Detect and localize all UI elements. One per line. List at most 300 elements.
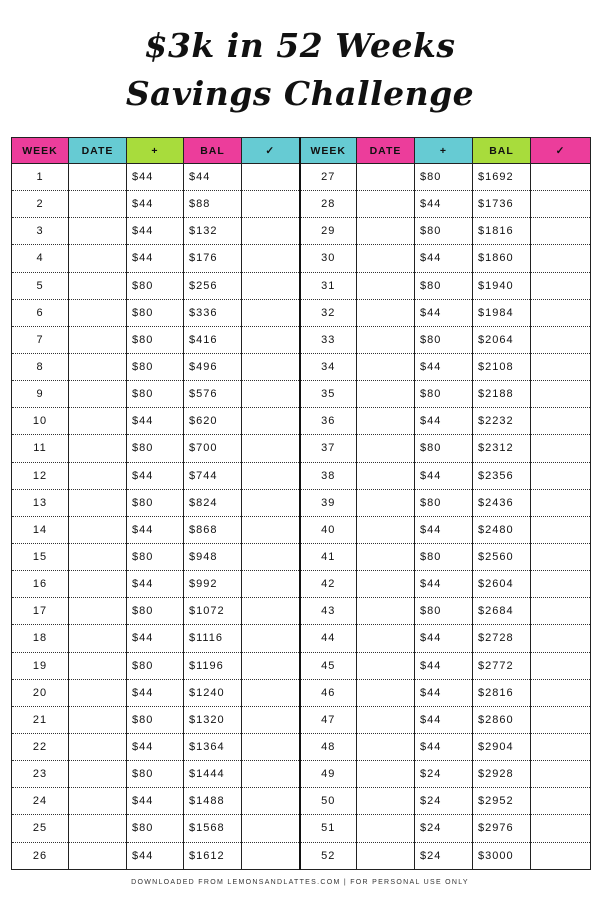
balance-cell: $2860 [473,706,531,733]
date-cell[interactable] [69,625,127,652]
amount-cell: $44 [415,516,473,543]
balance-cell: $3000 [473,842,531,869]
date-cell[interactable] [357,679,415,706]
check-cell[interactable] [531,625,591,652]
amount-cell: $44 [415,706,473,733]
amount-cell: $80 [415,435,473,462]
check-cell[interactable] [531,245,591,272]
date-cell[interactable] [69,788,127,815]
table-row [12,571,591,598]
week-cell: 5 [12,272,69,299]
date-cell[interactable] [357,625,415,652]
amount-cell: $80 [415,272,473,299]
check-cell[interactable] [242,381,300,408]
check-cell[interactable] [242,679,300,706]
header-plus: + [127,138,184,164]
week-cell: 29 [300,218,357,245]
check-cell[interactable] [242,598,300,625]
balance-cell: $744 [184,462,242,489]
table-body [12,164,591,870]
date-cell[interactable] [357,815,415,842]
amount-cell: $44 [127,679,184,706]
amount-cell: $80 [127,598,184,625]
check-cell[interactable] [531,842,591,869]
date-cell[interactable] [357,543,415,570]
date-cell[interactable] [357,245,415,272]
balance-cell: $1116 [184,625,242,652]
amount-cell: $24 [415,788,473,815]
week-cell: 18 [12,625,69,652]
header-check: ✓ [531,138,591,164]
balance-cell: $2684 [473,598,531,625]
date-cell[interactable] [69,272,127,299]
week-cell: 27 [300,164,357,191]
date-cell[interactable] [69,164,127,191]
amount-cell: $80 [415,598,473,625]
date-cell[interactable] [69,761,127,788]
week-cell: 35 [300,381,357,408]
balance-cell: $1488 [184,788,242,815]
week-cell: 30 [300,245,357,272]
balance-cell: $620 [184,408,242,435]
check-cell[interactable] [531,299,591,326]
balance-cell: $1072 [184,598,242,625]
amount-cell: $44 [127,408,184,435]
table-row [12,598,591,625]
week-cell: 51 [300,815,357,842]
check-cell[interactable] [242,815,300,842]
week-cell: 31 [300,272,357,299]
check-cell[interactable] [531,326,591,353]
amount-cell: $44 [127,571,184,598]
week-cell: 17 [12,598,69,625]
balance-cell: $2976 [473,815,531,842]
date-cell[interactable] [357,842,415,869]
amount-cell: $44 [415,679,473,706]
check-cell[interactable] [531,408,591,435]
header-week: WEEK [300,138,357,164]
header-plus: + [415,138,473,164]
check-cell[interactable] [531,706,591,733]
balance-cell: $2728 [473,625,531,652]
date-cell[interactable] [357,299,415,326]
header-week: WEEK [12,138,69,164]
date-cell[interactable] [69,842,127,869]
check-cell[interactable] [531,353,591,380]
check-cell[interactable] [531,598,591,625]
balance-cell: $948 [184,543,242,570]
check-cell[interactable] [242,489,300,516]
balance-cell: $2904 [473,733,531,760]
table-row [12,543,591,570]
date-cell[interactable] [69,408,127,435]
table-row [12,516,591,543]
date-cell[interactable] [357,733,415,760]
check-cell[interactable] [531,435,591,462]
header-date: DATE [69,138,127,164]
check-cell[interactable] [531,788,591,815]
balance-cell: $2480 [473,516,531,543]
header-balance: BAL [184,138,242,164]
balance-cell: $2928 [473,761,531,788]
amount-cell: $44 [415,462,473,489]
date-cell[interactable] [69,815,127,842]
check-cell[interactable] [531,489,591,516]
date-cell[interactable] [357,272,415,299]
date-cell[interactable] [357,489,415,516]
table-header-row [12,138,591,164]
check-cell[interactable] [242,408,300,435]
date-cell[interactable] [69,218,127,245]
balance-cell: $256 [184,272,242,299]
week-cell: 16 [12,571,69,598]
amount-cell: $44 [415,245,473,272]
header-date: DATE [357,138,415,164]
balance-cell: $2772 [473,652,531,679]
table-row [12,353,591,380]
table-row [12,625,591,652]
balance-cell: $1692 [473,164,531,191]
check-cell[interactable] [531,733,591,760]
check-cell[interactable] [242,761,300,788]
week-cell: 43 [300,598,357,625]
balance-cell: $1612 [184,842,242,869]
amount-cell: $80 [127,353,184,380]
date-cell[interactable] [69,462,127,489]
week-cell: 28 [300,191,357,218]
week-cell: 7 [12,326,69,353]
amount-cell: $80 [415,326,473,353]
balance-cell: $1196 [184,652,242,679]
check-cell[interactable] [242,516,300,543]
check-cell[interactable] [242,164,300,191]
week-cell: 11 [12,435,69,462]
amount-cell: $44 [127,462,184,489]
week-cell: 25 [12,815,69,842]
balance-cell: $1984 [473,299,531,326]
balance-cell: $2108 [473,353,531,380]
table-row [12,164,591,191]
balance-cell: $1940 [473,272,531,299]
amount-cell: $80 [127,815,184,842]
week-cell: 34 [300,353,357,380]
check-cell[interactable] [242,272,300,299]
balance-cell: $1568 [184,815,242,842]
balance-cell: $824 [184,489,242,516]
check-cell[interactable] [242,733,300,760]
date-cell[interactable] [357,652,415,679]
check-cell[interactable] [531,218,591,245]
amount-cell: $44 [127,218,184,245]
balance-cell: $2952 [473,788,531,815]
balance-cell: $2064 [473,326,531,353]
check-cell[interactable] [242,462,300,489]
balance-cell: $868 [184,516,242,543]
amount-cell: $44 [127,788,184,815]
date-cell[interactable] [69,706,127,733]
week-cell: 38 [300,462,357,489]
week-cell: 10 [12,408,69,435]
week-cell: 50 [300,788,357,815]
check-cell[interactable] [531,679,591,706]
date-cell[interactable] [357,326,415,353]
date-cell[interactable] [357,571,415,598]
balance-cell: $416 [184,326,242,353]
table-row [12,733,591,760]
balance-cell: $2232 [473,408,531,435]
date-cell[interactable] [357,462,415,489]
week-cell: 45 [300,652,357,679]
date-cell[interactable] [69,571,127,598]
week-cell: 15 [12,543,69,570]
check-cell[interactable] [531,164,591,191]
check-cell[interactable] [242,543,300,570]
check-cell[interactable] [531,462,591,489]
date-cell[interactable] [69,489,127,516]
week-cell: 1 [12,164,69,191]
table-row [12,489,591,516]
check-cell[interactable] [242,706,300,733]
week-cell: 23 [12,761,69,788]
check-cell[interactable] [531,381,591,408]
table-row [12,299,591,326]
date-cell[interactable] [69,245,127,272]
date-cell[interactable] [357,435,415,462]
amount-cell: $80 [127,435,184,462]
table-row [12,381,591,408]
week-cell: 42 [300,571,357,598]
balance-cell: $1444 [184,761,242,788]
balance-cell: $2188 [473,381,531,408]
balance-cell: $700 [184,435,242,462]
balance-cell: $2356 [473,462,531,489]
week-cell: 47 [300,706,357,733]
table-row [12,679,591,706]
table-row [12,706,591,733]
balance-cell: $1860 [473,245,531,272]
table-row [12,408,591,435]
check-cell[interactable] [242,571,300,598]
table-row [12,435,591,462]
amount-cell: $44 [415,191,473,218]
check-cell[interactable] [242,625,300,652]
date-cell[interactable] [357,761,415,788]
date-cell[interactable] [69,733,127,760]
page-title: $3k in 52 Weeks [144,26,456,65]
week-cell: 41 [300,543,357,570]
date-cell[interactable] [357,598,415,625]
week-cell: 12 [12,462,69,489]
balance-cell: $1240 [184,679,242,706]
balance-cell: $2816 [473,679,531,706]
amount-cell: $44 [415,353,473,380]
amount-cell: $80 [127,543,184,570]
amount-cell: $44 [415,408,473,435]
check-cell[interactable] [531,543,591,570]
balance-cell: $1736 [473,191,531,218]
date-cell[interactable] [357,516,415,543]
check-cell[interactable] [242,435,300,462]
amount-cell: $24 [415,842,473,869]
check-cell[interactable] [242,191,300,218]
amount-cell: $80 [127,381,184,408]
table-row [12,245,591,272]
balance-cell: $496 [184,353,242,380]
date-cell[interactable] [357,191,415,218]
week-cell: 6 [12,299,69,326]
week-cell: 36 [300,408,357,435]
amount-cell: $24 [415,815,473,842]
balance-cell: $2436 [473,489,531,516]
table-row [12,788,591,815]
week-cell: 33 [300,326,357,353]
balance-cell: $176 [184,245,242,272]
date-cell[interactable] [69,299,127,326]
check-cell[interactable] [242,652,300,679]
amount-cell: $44 [415,733,473,760]
amount-cell: $44 [127,164,184,191]
amount-cell: $44 [415,625,473,652]
check-cell[interactable] [531,815,591,842]
date-cell[interactable] [69,543,127,570]
amount-cell: $44 [415,652,473,679]
amount-cell: $44 [127,625,184,652]
amount-cell: $80 [415,218,473,245]
amount-cell: $80 [127,299,184,326]
week-cell: 52 [300,842,357,869]
balance-cell: $132 [184,218,242,245]
amount-cell: $44 [127,516,184,543]
amount-cell: $24 [415,761,473,788]
check-cell[interactable] [242,353,300,380]
header-balance: BAL [473,138,531,164]
date-cell[interactable] [357,218,415,245]
week-cell: 44 [300,625,357,652]
amount-cell: $80 [127,761,184,788]
check-cell[interactable] [242,299,300,326]
balance-cell: $1816 [473,218,531,245]
balance-cell: $2604 [473,571,531,598]
amount-cell: $80 [127,272,184,299]
week-cell: 24 [12,788,69,815]
balance-cell: $336 [184,299,242,326]
date-cell[interactable] [357,706,415,733]
amount-cell: $80 [127,652,184,679]
table-row [12,218,591,245]
week-cell: 9 [12,381,69,408]
week-cell: 14 [12,516,69,543]
table-row [12,652,591,679]
table-row [12,272,591,299]
week-cell: 49 [300,761,357,788]
check-cell[interactable] [531,516,591,543]
savings-table [11,137,591,870]
table-row [12,815,591,842]
check-cell[interactable] [531,652,591,679]
amount-cell: $80 [415,381,473,408]
week-cell: 21 [12,706,69,733]
date-cell[interactable] [69,191,127,218]
amount-cell: $80 [127,706,184,733]
amount-cell: $80 [127,326,184,353]
check-cell[interactable] [242,788,300,815]
balance-cell: $1320 [184,706,242,733]
date-cell[interactable] [357,381,415,408]
table-row [12,761,591,788]
check-cell[interactable] [242,245,300,272]
amount-cell: $44 [127,842,184,869]
amount-cell: $44 [415,571,473,598]
check-cell[interactable] [531,191,591,218]
date-cell[interactable] [69,353,127,380]
amount-cell: $80 [415,164,473,191]
date-cell[interactable] [69,516,127,543]
check-cell[interactable] [531,761,591,788]
amount-cell: $44 [127,733,184,760]
balance-cell: $2312 [473,435,531,462]
week-cell: 46 [300,679,357,706]
check-cell[interactable] [531,272,591,299]
week-cell: 26 [12,842,69,869]
week-cell: 22 [12,733,69,760]
table-row [12,191,591,218]
date-cell[interactable] [357,408,415,435]
check-cell[interactable] [531,571,591,598]
balance-cell: $88 [184,191,242,218]
balance-cell: $576 [184,381,242,408]
week-cell: 20 [12,679,69,706]
date-cell[interactable] [357,788,415,815]
page-subtitle: Savings Challenge [125,74,475,113]
week-cell: 8 [12,353,69,380]
week-cell: 3 [12,218,69,245]
balance-cell: $2560 [473,543,531,570]
date-cell[interactable] [69,652,127,679]
date-cell[interactable] [69,598,127,625]
date-cell[interactable] [357,164,415,191]
table-row [12,842,591,869]
week-cell: 4 [12,245,69,272]
table-row [12,462,591,489]
date-cell[interactable] [69,381,127,408]
amount-cell: $44 [127,245,184,272]
date-cell[interactable] [69,326,127,353]
header-check: ✓ [242,138,300,164]
amount-cell: $80 [127,489,184,516]
balance-cell: $992 [184,571,242,598]
balance-cell: $1364 [184,733,242,760]
balance-cell: $44 [184,164,242,191]
date-cell[interactable] [69,435,127,462]
amount-cell: $80 [415,543,473,570]
week-cell: 32 [300,299,357,326]
amount-cell: $44 [127,191,184,218]
week-cell: 2 [12,191,69,218]
week-cell: 39 [300,489,357,516]
check-cell[interactable] [242,218,300,245]
check-cell[interactable] [242,326,300,353]
check-cell[interactable] [242,842,300,869]
footer-text: DOWNLOADED FROM LEMONSANDLATTES.COM | FOR PERSONAL USE ONLY [131,879,469,886]
week-cell: 48 [300,733,357,760]
week-cell: 37 [300,435,357,462]
amount-cell: $44 [415,299,473,326]
date-cell[interactable] [69,679,127,706]
date-cell[interactable] [357,353,415,380]
amount-cell: $80 [415,489,473,516]
table-row [12,326,591,353]
week-cell: 19 [12,652,69,679]
